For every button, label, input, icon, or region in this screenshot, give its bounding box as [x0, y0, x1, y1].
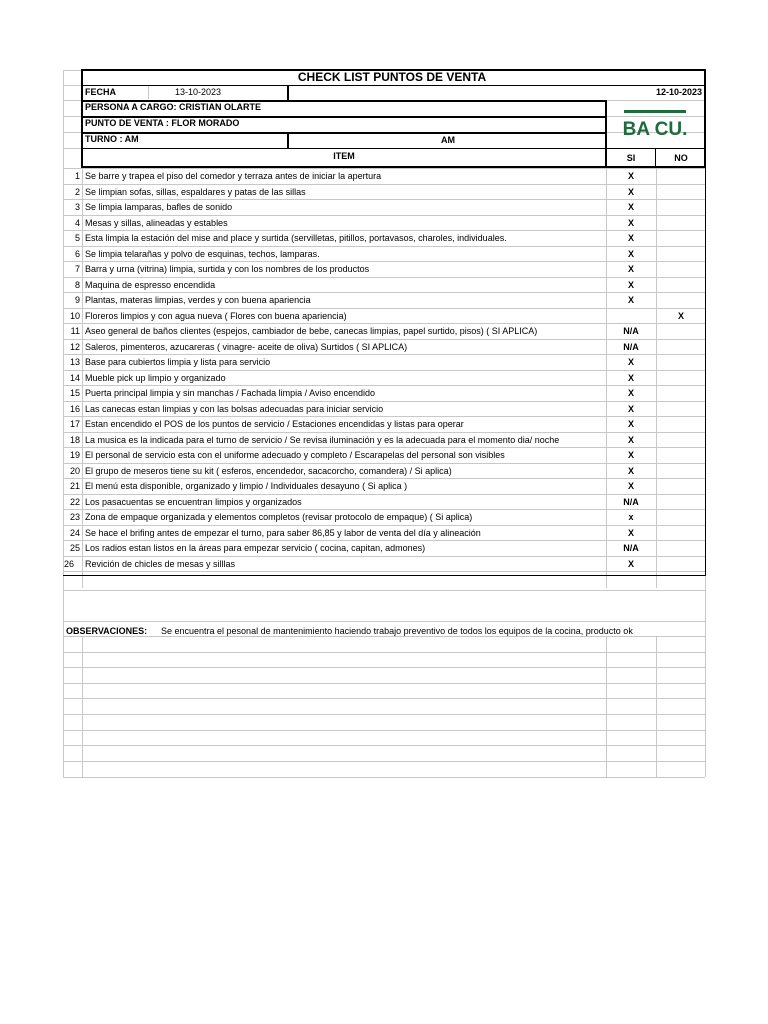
- item-number: 13: [69, 357, 80, 367]
- grid-line: [63, 432, 705, 433]
- item-number: 5: [74, 233, 80, 243]
- item-number: 1: [74, 171, 80, 181]
- grid-line: [63, 478, 705, 479]
- item-description: Aseo general de baños clientes (espejos, cambiador de bebe, canecas limpias, papel surtido, pisos) ( SI APLICA): [85, 326, 538, 336]
- grid-line: [63, 667, 705, 668]
- item-description: Los radios estan listos en la áreas para empezar servicio ( cocina, capitan, admones): [85, 543, 426, 553]
- grid-line: [63, 354, 705, 355]
- logo-bar: [624, 110, 686, 113]
- grid-line: [82, 168, 83, 588]
- grid-line: [63, 509, 705, 510]
- item-si-mark[interactable]: X: [627, 481, 634, 491]
- grid-line: [63, 525, 705, 526]
- page-title: CHECK LIST PUNTOS DE VENTA: [297, 70, 487, 84]
- item-description: Saleros, pimenteros, azucareras ( vinagre- aceite de oliva) Surtidos ( SI APLICA): [85, 341, 408, 352]
- grid-line: [63, 339, 705, 340]
- grid-line: [81, 148, 706, 149]
- item-number: 2: [74, 186, 80, 197]
- grid-line: [63, 463, 705, 464]
- column-header-no: NO: [674, 153, 688, 163]
- item-number: 23: [69, 512, 80, 522]
- date-right[interactable]: 12-10-2023: [655, 87, 702, 97]
- item-description: El grupo de meseros tiene su kit ( esferos, encendedor, sacacorcho, comandera) / Si aplica): [85, 465, 452, 476]
- item-si-mark[interactable]: X: [627, 279, 634, 290]
- grid-line: [705, 168, 706, 576]
- grid-line: [63, 416, 705, 417]
- item-number: 17: [69, 419, 80, 429]
- grid-line: [63, 323, 705, 324]
- item-number: 3: [74, 202, 80, 212]
- grid-line: [656, 168, 657, 588]
- grid-line: [63, 184, 705, 185]
- item-description: Barra y urna (vitrina) limpia, surtida y con los nombres de los productos: [85, 264, 370, 274]
- grid-line: [63, 571, 705, 572]
- punto-de-venta[interactable]: PUNTO DE VENTA : FLOR MORADO: [85, 118, 240, 128]
- item-description: Puerta principal limpia y sin manchas / Fachada limpia / Aviso encendido: [85, 388, 375, 398]
- grid-line: [63, 199, 705, 200]
- item-number: 8: [74, 279, 80, 290]
- grid-line: [63, 261, 705, 262]
- grid-line: [63, 698, 705, 699]
- column-header-item: ITEM: [333, 151, 355, 161]
- item-description: Se limpia telarañas y polvo de esquinas, techos, lamparas.: [85, 248, 320, 259]
- item-number: 9: [74, 295, 80, 305]
- grid-line: [63, 621, 705, 622]
- item-si-mark[interactable]: X: [627, 217, 634, 228]
- grid-line: [63, 230, 705, 231]
- grid-line: [82, 636, 83, 777]
- item-description: Mesas y sillas, alineadas y estables: [85, 217, 228, 228]
- item-number: 7: [74, 264, 80, 274]
- grid-line: [655, 148, 656, 167]
- grid-line: [63, 370, 705, 371]
- grid-line: [63, 683, 705, 684]
- grid-line: [287, 132, 289, 148]
- item-si-mark[interactable]: X: [627, 403, 634, 414]
- grid-line: [63, 401, 705, 402]
- grid-line: [63, 494, 705, 495]
- item-number: 18: [69, 434, 80, 445]
- logo-text: BA CU.: [622, 119, 688, 140]
- item-number: 10: [69, 310, 80, 321]
- item-si-mark[interactable]: N/A: [623, 496, 639, 507]
- item-description: La musica es la indicada para el turno de servicio / Se revisa iluminación y es la adecuada para el momento dia/ noche: [85, 434, 560, 445]
- item-si-mark[interactable]: X: [627, 450, 634, 460]
- item-si-mark[interactable]: X: [627, 434, 634, 445]
- item-si-mark[interactable]: X: [627, 264, 634, 274]
- item-description: Base para cubiertos limpia y lista para servicio: [85, 357, 271, 367]
- item-description: El personal de servicio esta con el uniforme adecuado y completo / Escarapelas del personal son visibles: [85, 450, 505, 460]
- grid-line: [63, 215, 705, 216]
- turno-label[interactable]: TURNO : AM: [85, 134, 139, 144]
- item-si-mark[interactable]: X: [627, 527, 634, 538]
- grid-line: [63, 730, 705, 731]
- item-number: 22: [69, 496, 80, 507]
- item-si-mark[interactable]: X: [627, 202, 634, 212]
- item-description: El menú esta disponible, organizado y limpio / Individuales desayuno ( Si aplica ): [85, 481, 408, 491]
- item-description: Zona de empaque organizada y elementos completos (revisar protocolo de empaque) ( Si aplica): [85, 512, 473, 522]
- grid-line: [656, 636, 657, 777]
- item-description: Revición de chicles de mesas y silllas: [85, 558, 236, 569]
- column-header-si: SI: [626, 153, 636, 163]
- item-number: 14: [69, 372, 80, 383]
- item-number: 25: [69, 543, 80, 553]
- item-si-mark[interactable]: X: [627, 465, 634, 476]
- fecha-label: FECHA: [85, 87, 116, 97]
- bacu-logo: [620, 110, 690, 140]
- grid-line: [63, 292, 705, 293]
- grid-line: [63, 714, 705, 715]
- item-number: 26: [64, 558, 75, 569]
- item-number: 19: [69, 450, 80, 460]
- grid-line: [63, 385, 705, 386]
- grid-line: [63, 590, 64, 620]
- item-number: 15: [69, 388, 80, 398]
- item-si-mark[interactable]: X: [627, 233, 634, 243]
- item-number: 12: [69, 341, 80, 352]
- item-number: 24: [69, 527, 80, 538]
- grid-line: [63, 556, 705, 557]
- item-si-mark[interactable]: X: [627, 248, 634, 259]
- item-si-mark[interactable]: x: [628, 512, 634, 522]
- grid-line: [63, 777, 705, 778]
- item-description: Se hace el brifing antes de empezar el turno, para saber 86,85 y labor de venta del día y alineación: [85, 527, 481, 538]
- grid-line: [81, 166, 706, 168]
- item-description: Esta limpia la estación del mise and place y surtida (servilletas, pitillos, portavasos, charoles, individuales.: [85, 233, 507, 243]
- observaciones-label: OBSERVACIONES:: [66, 626, 148, 636]
- item-description: Se limpia lamparas, bafles de sonido: [85, 202, 233, 212]
- observaciones-text[interactable]: Se encuentra el pesonal de mantenimiento haciendo trabajo preventivo de todos los equipos de la cocina, producto ok: [161, 626, 633, 636]
- item-number: 4: [74, 217, 80, 228]
- item-description: Se limpian sofas, sillas, espaldares y patas de las sillas: [85, 186, 306, 197]
- grid-line: [287, 85, 289, 100]
- grid-line: [63, 540, 705, 541]
- item-number: 6: [74, 248, 80, 259]
- item-description: Se barre y trapea el piso del comedor y terraza antes de iniciar la apertura: [85, 171, 382, 181]
- item-si-mark[interactable]: X: [627, 295, 634, 305]
- item-si-mark[interactable]: X: [627, 372, 634, 383]
- item-si-mark[interactable]: N/A: [623, 543, 639, 553]
- item-si-mark[interactable]: X: [627, 419, 634, 429]
- item-description: Estan encendido el POS de los puntos de servicio / Estaciones encendidas y listas para operar: [85, 419, 464, 429]
- item-number: 16: [69, 403, 80, 414]
- item-description: Floreros limpios y con agua nueva ( Flores con buena apariencia): [85, 310, 347, 321]
- grid-line: [63, 447, 705, 448]
- grid-line: [63, 652, 705, 653]
- grid-line: [148, 86, 149, 99]
- grid-line: [63, 246, 705, 247]
- item-si-mark[interactable]: X: [627, 357, 634, 367]
- item-number: 21: [69, 481, 80, 491]
- item-description: Maquina de espresso encendida: [85, 279, 216, 290]
- item-no-mark[interactable]: X: [677, 310, 684, 321]
- grid-line: [63, 277, 705, 278]
- item-description: Mueble pick up limpio y organizado: [85, 372, 226, 383]
- item-si-mark[interactable]: N/A: [623, 341, 639, 352]
- item-si-mark[interactable]: X: [627, 388, 634, 398]
- grid-line: [606, 636, 607, 777]
- item-number: 20: [69, 465, 80, 476]
- turno-value[interactable]: AM: [441, 135, 455, 145]
- grid-line: [63, 761, 705, 762]
- item-number: 11: [70, 326, 80, 336]
- item-si-mark[interactable]: X: [627, 186, 634, 197]
- grid-line: [63, 575, 706, 576]
- item-description: Plantas, materas limpias, verdes y con buena apariencia: [85, 295, 311, 305]
- item-description: Las canecas estan limpias y con las bolsas adecuadas para iniciar servicio: [85, 403, 384, 414]
- fecha-value[interactable]: 13-10-2023: [174, 87, 222, 97]
- item-si-mark[interactable]: X: [627, 171, 634, 181]
- grid-line: [63, 308, 705, 309]
- persona-a-cargo[interactable]: PERSONA A CARGO: CRISTIAN OLARTE: [85, 102, 262, 112]
- grid-line: [63, 168, 705, 169]
- grid-line: [63, 590, 705, 591]
- item-si-mark[interactable]: N/A: [623, 326, 639, 336]
- grid-line: [63, 745, 705, 746]
- item-description: Los pasacuentas se encuentran limpios y organizados: [85, 496, 302, 507]
- item-si-mark[interactable]: X: [627, 558, 634, 569]
